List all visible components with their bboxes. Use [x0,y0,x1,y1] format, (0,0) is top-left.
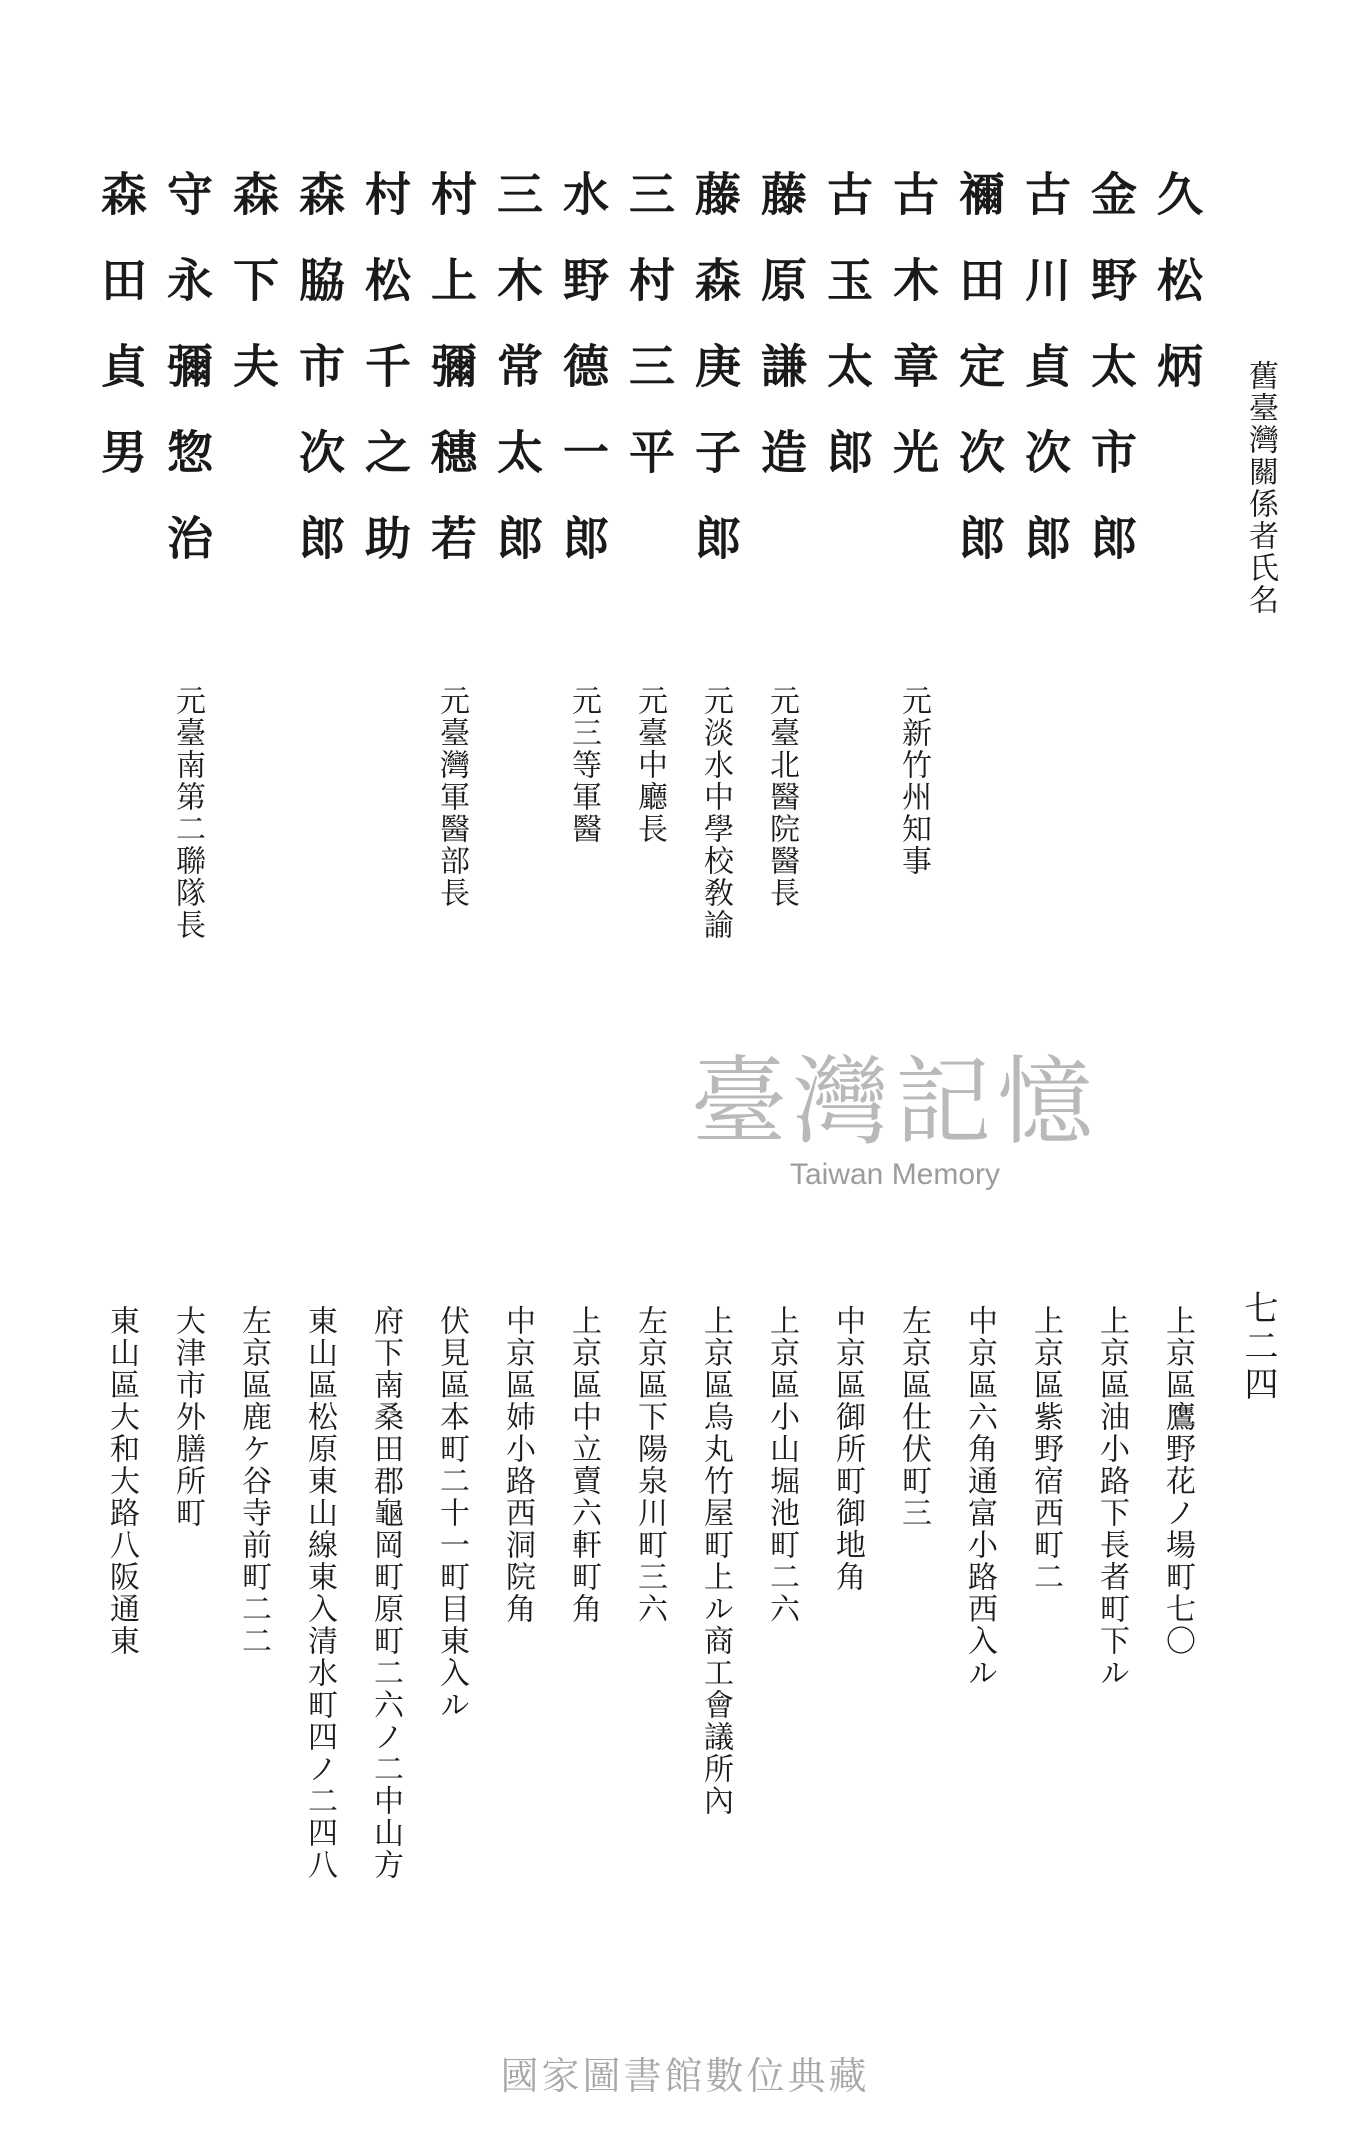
entry-address: 伏見區本町二十一町目東入ル [434,1305,469,1721]
addresses-section [88,1305,1210,1945]
entry-name: 金野太市郎 [1084,170,1138,600]
entry-title: 元臺中廳長 [632,685,667,845]
entry-title: 元臺南第二聯隊長 [170,685,205,941]
page-number: 七二四 [1238,1290,1278,1404]
watermark-chinese: 臺灣記憶 [691,1046,1099,1158]
watermark-english: Taiwan Memory [789,1157,1001,1191]
entry-name: 三村三平 [622,170,676,514]
entry-title [352,685,418,985]
library-credit: 國家圖書館數位典藏 [500,2054,870,2098]
entry-title: 元臺北醫院醫長 [764,685,799,909]
entry-address: 東山區松原東山線東入清水町四ノ二四八 [302,1305,337,1881]
entry-name: 森脇市次郎 [292,170,346,600]
entry-title: 元新竹州知事 [896,685,931,877]
entry-name: 三木常太郎 [490,170,544,600]
entry-name: 古玉太郎 [820,170,874,514]
entry-name: 守永彌惣治 [160,170,214,600]
entry-address: 中京區御所町御地角 [830,1305,865,1593]
entry-title: 元淡水中學校敎諭 [698,685,733,941]
entry-address: 左京區下陽泉川町三六 [632,1305,667,1625]
entry-address: 上京區紫野宿西町二 [1028,1305,1063,1593]
entry-name: 禰田定次郎 [952,170,1006,600]
entry-address: 上京區小山堀池町二六 [764,1305,799,1625]
entry-address: 東山區大和大路八阪通東 [104,1305,139,1657]
entry-name: 古川貞次郎 [1018,170,1072,600]
entry-name: 久松炳 [1150,170,1204,428]
entry-address: 上京區烏丸竹屋町上ル商工會議所內 [698,1305,733,1817]
names-section [88,170,1210,600]
entry-address: 左京區仕伏町三 [896,1305,931,1529]
taiwan-memory-watermark [670,1046,1120,1220]
entry-address: 府下南桑田郡龜岡町原町二六ノ二中山方 [368,1305,403,1881]
entry-name: 水野德一郎 [556,170,610,600]
entry-address: 上京區中立賣六軒町角 [566,1305,601,1625]
entry-title [484,685,550,985]
entry-name: 藤森庚子郎 [688,170,742,600]
entry-title [286,685,352,985]
entry-name: 古木章光 [886,170,940,514]
entry-name: 森田貞男 [94,170,148,514]
entry-title [814,685,880,985]
entry-title [1012,685,1078,985]
entry-title: 元三等軍醫 [566,685,601,845]
entry-address: 左京區鹿ケ谷寺前町二二 [236,1305,271,1657]
entry-title [1078,685,1144,985]
entry-title [1144,685,1210,985]
running-header-title: 舊臺灣關係者氏名 [1243,360,1278,616]
entry-title [220,685,286,985]
entry-title [88,685,154,985]
entry-title: 元臺灣軍醫部長 [434,685,469,909]
entry-name: 村上彌穗若 [424,170,478,600]
entry-address: 中京區六角通富小路西入ル [962,1305,997,1689]
entry-address: 上京區鷹野花ノ場町七〇 [1160,1305,1195,1657]
entry-name: 森下夫 [226,170,280,428]
entry-address: 中京區姉小路西洞院角 [500,1305,535,1625]
entry-title [946,685,1012,985]
titles-section [88,685,1210,985]
entry-name: 村松千之助 [358,170,412,600]
entry-address: 上京區油小路下長者町下ル [1094,1305,1129,1689]
entry-address: 大津市外膳所町 [170,1305,205,1529]
entry-name: 藤原謙造 [754,170,808,514]
